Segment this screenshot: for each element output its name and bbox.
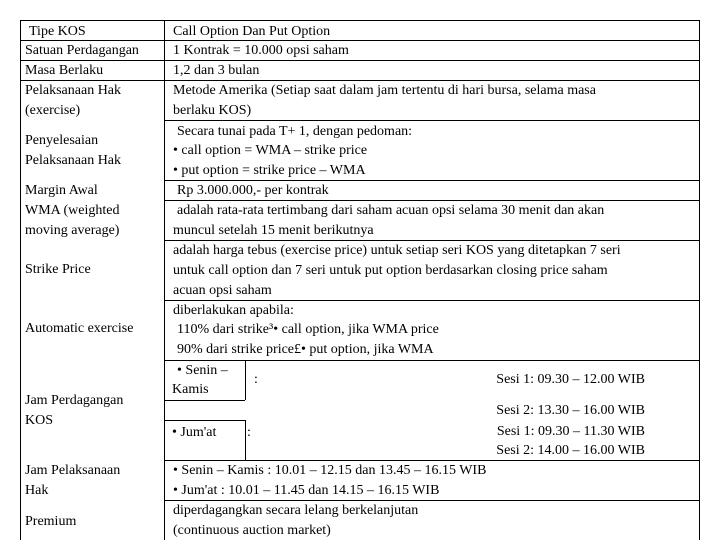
label-jam-perdagangan: Jam Perdagangan [25,393,124,408]
trading-day-fri: • Jum'at [172,425,217,440]
value-jam-pelaksanaan: • Jum'at : 10.01 – 11.45 dan 14.15 – 16.15 WIB [173,483,440,498]
value-penyelesaian: • call option = WMA – strike price [173,143,368,158]
label-masa: Masa Berlaku [25,63,104,78]
session-divider [245,360,246,400]
label-pelaksanaan: Pelaksanaan Hak [25,83,122,98]
value-premium: diperdagangkan secara lelang berkelanjutan [173,503,419,518]
session-time: Sesi 2: 14.00 – 16.00 WIB [496,443,645,458]
value-premium: (continuous auction market) [173,523,331,538]
session-time: Sesi 1: 09.30 – 11.30 WIB [496,424,645,439]
value-masa: 1,2 dan 3 bulan [173,63,260,78]
label-penyelesaian: Pelaksanaan Hak [25,153,122,168]
colon-separator: : [247,425,251,440]
value-tipe: Call Option Dan Put Option [173,24,331,39]
table-border-top [20,20,700,21]
row-divider [164,360,700,361]
label-jam-perdagangan: KOS [25,413,54,428]
value-automatic: 90% dari strike price£• put option, jika WMA [177,342,434,357]
colon-separator: : [254,372,258,387]
table-border-left [20,20,21,540]
value-penyelesaian: • put option = strike price – WMA [173,163,366,178]
table-border-right [699,20,700,540]
value-penyelesaian: Secara tunai pada T+ 1, dengan pedoman: [177,124,413,139]
kos-spec-table [20,20,700,540]
value-strike: acuan opsi saham [173,283,272,298]
label-jam-pelaksanaan: Hak [25,483,49,498]
label-margin: Margin Awal [25,183,98,198]
column-divider [164,20,165,540]
label-automatic: Automatic exercise [25,321,134,336]
value-satuan: 1 Kontrak = 10.000 opsi saham [173,43,349,58]
value-wma: muncul setelah 15 menit berikutnya [173,223,374,238]
value-pelaksanaan: Metode Amerika (Setiap saat dalam jam tertentu di hari bursa, selama masa [173,83,596,98]
label-strike: Strike Price [25,262,91,277]
label-tipe: Tipe KOS [29,24,86,39]
trading-day-mon-thu: Kamis [172,382,209,397]
label-wma: moving average) [25,223,120,238]
value-automatic: 110% dari strike³• call option, jika WMA price [177,322,439,337]
label-jam-pelaksanaan: Jam Pelaksanaan [25,463,121,478]
label-penyelesaian: Penyelesaian [25,133,99,148]
trading-day-mon-thu: • Senin – [177,363,228,378]
value-jam-pelaksanaan: • Senin – Kamis : 10.01 – 12.15 dan 13.45 – 16.15 WIB [173,463,487,478]
row-divider [164,420,245,421]
label-satuan: Satuan Perdagangan [25,43,139,58]
value-margin: Rp 3.000.000,- per kontrak [177,183,329,198]
session-time: Sesi 2: 13.30 – 16.00 WIB [496,403,645,418]
value-pelaksanaan: berlaku KOS) [173,103,252,118]
row-divider [164,400,245,401]
label-premium: Premium [25,514,77,529]
label-pelaksanaan: (exercise) [25,103,81,118]
value-strike: adalah harga tebus (exercise price) untuk setiap seri KOS yang ditetapkan 7 seri [173,243,621,258]
session-time: Sesi 1: 09.30 – 12.00 WIB [496,372,645,387]
value-wma: adalah rata-rata tertimbang dari saham acuan opsi selama 30 menit dan akan [177,203,605,218]
session-divider [245,420,246,460]
value-automatic: diberlakukan apabila: [173,303,294,318]
label-wma: WMA (weighted [25,203,120,218]
value-strike: untuk call option dan 7 seri untuk put option berdasarkan closing price saham [173,263,608,278]
